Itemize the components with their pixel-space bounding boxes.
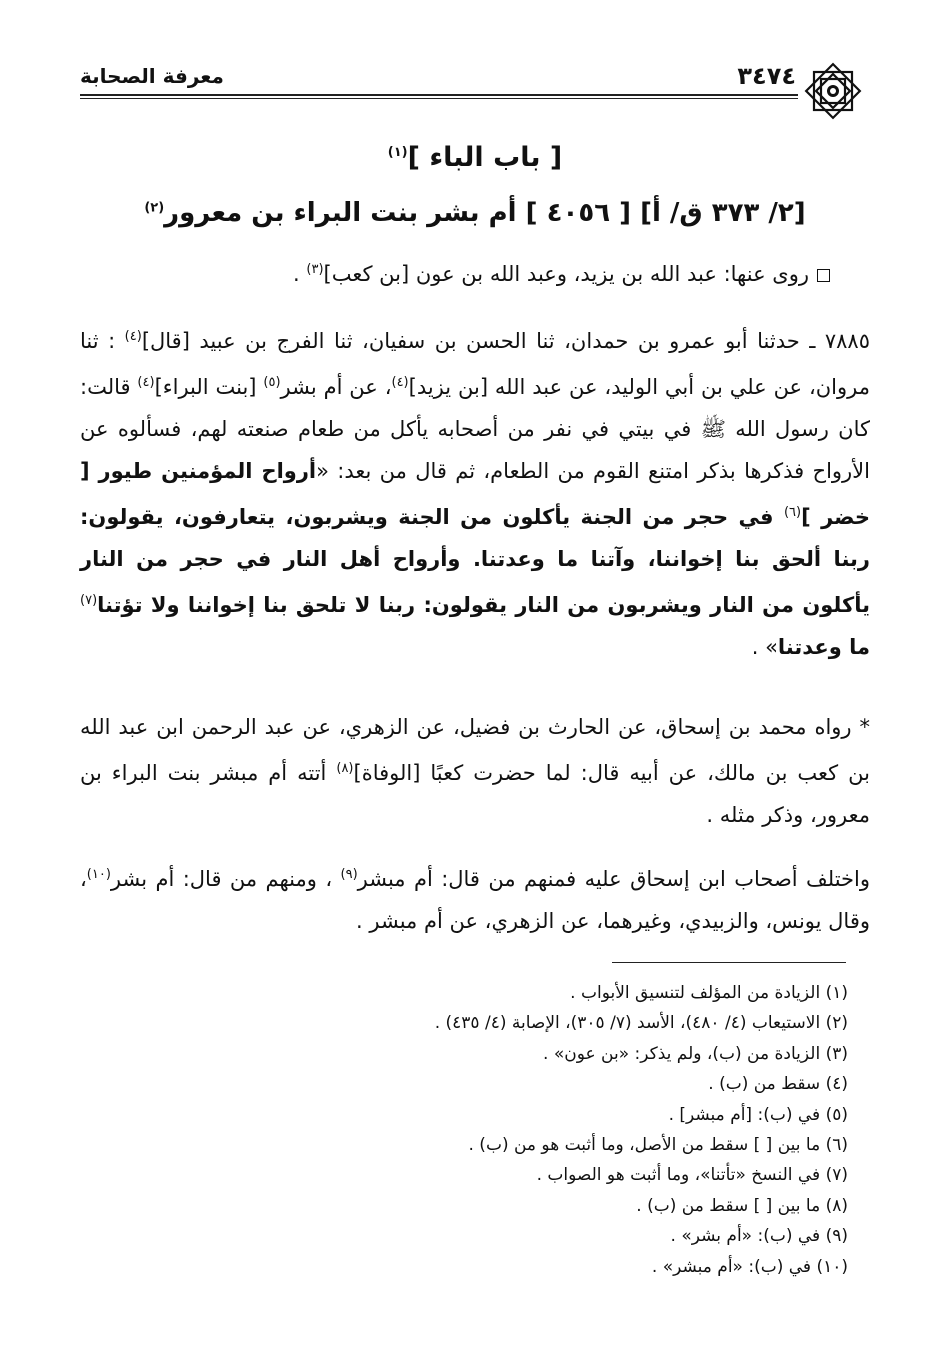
footnote-marker: (٥): [263, 375, 281, 390]
isnad-part: [بنت البراء]: [154, 375, 264, 399]
riwaya-text: أتته أم مبشر بنت البراء بن معرور، وذكر مثله .: [80, 761, 870, 827]
footnote-item: (٧) في النسخ «تأتنا»، وما أثبت هو الصواب .: [536, 1165, 848, 1186]
footnote-marker: (١): [387, 145, 408, 160]
narrators-end: .: [293, 262, 307, 286]
footnote-marker: (٤): [391, 375, 409, 390]
footnote-item: (٥) في (ب): [أم مبشر] .: [668, 1104, 848, 1125]
matn-end: » .: [751, 635, 778, 659]
footnote-item: (٦) ما بين [ ] سقط من الأصل، وما أثبت هو من (ب) .: [468, 1135, 848, 1156]
hadith-paragraph: [80, 316, 870, 668]
footnote-marker: (٢): [144, 200, 165, 216]
header-rule-thin: [80, 98, 798, 99]
riwaya-text: * رواه محمد بن إسحاق، عن الحارث بن فضيل، عن الزهري، عن عبد الرحمن ابن عبد الله بن كعب بن مالك، عن أبيه قال: لما حضرت كعبًا [الوفاة]: [80, 715, 870, 785]
page-header: [80, 60, 870, 104]
isnad-part: : ثنا مروان، عن علي بن أبي الوليد، عن عبد الله [بن يزيد]: [80, 329, 870, 399]
footnote-item: (٩) في (ب): «أم بشر» .: [670, 1226, 848, 1247]
footnote-item: (٤) سقط من (ب) .: [708, 1074, 848, 1095]
matn-bold: في حجر من الجنة يأكلون من الجنة ويشربون، يتعارفون، يقولون: ربنا ألحق بنا إخواننا، وآتنا ما وعدتنا. وأرواح أهل النار في حجر من النار يأكلون من النار ويشربون من النار يقولون: ربنا لا تلحق بنا إخواننا ولا تؤتنا: [80, 505, 870, 617]
isnad-part: ، عن أم بشر: [280, 375, 392, 399]
footnote-item: (٢) الاستيعاب (٤/ ٤٨٠)، الأسد (٧/ ٣٠٥)، الإصابة (٤/ ٤٣٥) .: [434, 1013, 848, 1034]
entry-name: أم بشر بنت البراء بن معرور: [164, 198, 517, 228]
star-ornament-icon: [800, 58, 866, 124]
footnote-item: (١٠) في (ب): «أم مبشر» .: [651, 1256, 848, 1277]
matn-text: قالت: كان رسول الله ﷺ في بيتي في نفر من أصحابه يأكل من طعام صنعته لهم، فسألوه عن الأرواح فذكرها بذكر امتنع القوم من الطعام، ثم قال من بعد: «: [80, 375, 870, 483]
isnad-part: ٧٨٨٥ ـ حدثنا أبو عمرو بن حمدان، ثنا الحسن بن سفيان، ثنا الفرج بن عبيد [قال]: [141, 329, 870, 353]
footnote-marker: (١٠): [86, 867, 111, 882]
entry-ref: [٢/ ٣٧٣ ق/ أ] [ ٤٠٥٦ ]: [525, 198, 806, 228]
square-bullet-icon: [817, 269, 830, 282]
footnote-item: (٣) الزيادة من (ب)، ولم يذكر: «بن عون» .: [543, 1043, 848, 1064]
matn-bold: أرواح المؤمنين طيور [ خضر ]: [80, 459, 870, 529]
chapter-title: [ باب الباء ]: [407, 142, 563, 173]
page-number: ٣٤٧٤: [737, 62, 796, 90]
footnote-marker: (٧): [80, 593, 98, 608]
chapter-heading: [80, 142, 870, 173]
footnote-item: (٨) ما بين [ ] سقط من (ب) .: [636, 1195, 848, 1216]
ikhtilaf-text: ، وقال يونس، والزبيدي، وغيرهما، عن الزهري، عن أم مبشر .: [80, 867, 870, 933]
footnotes-list: [80, 978, 848, 1282]
running-title: معرفة الصحابة: [80, 64, 224, 88]
footnote-separator: [612, 962, 846, 963]
footnote-item: (١) الزيادة من المؤلف لتنسيق الأبواب .: [570, 983, 848, 1003]
narrators-text: روى عنها: عبد الله بن يزيد، وعبد الله بن عون [بن كعب]: [323, 262, 809, 286]
footnote-marker: (٨): [336, 761, 354, 776]
footnote-marker: (٦): [783, 505, 802, 520]
entry-heading: [80, 198, 870, 228]
header-rule: [80, 94, 798, 96]
ikhtilaf-text: واختلف أصحاب ابن إسحاق عليه فمنهم من قال: أم مبشر: [357, 867, 870, 891]
ikhtilaf-paragraph: [80, 854, 870, 942]
riwaya-paragraph: [80, 706, 870, 836]
footnote-marker: (٣): [306, 262, 324, 277]
footnote-marker: (٤): [137, 375, 155, 390]
footnote-marker: (٩): [340, 867, 358, 882]
footnote-marker: (٤): [124, 329, 142, 344]
ikhtilaf-text: ، ومنهم من قال: أم بشر: [110, 867, 341, 891]
narrators-line: [200, 262, 830, 286]
matn-bold: ما وعدتنا: [777, 635, 870, 659]
